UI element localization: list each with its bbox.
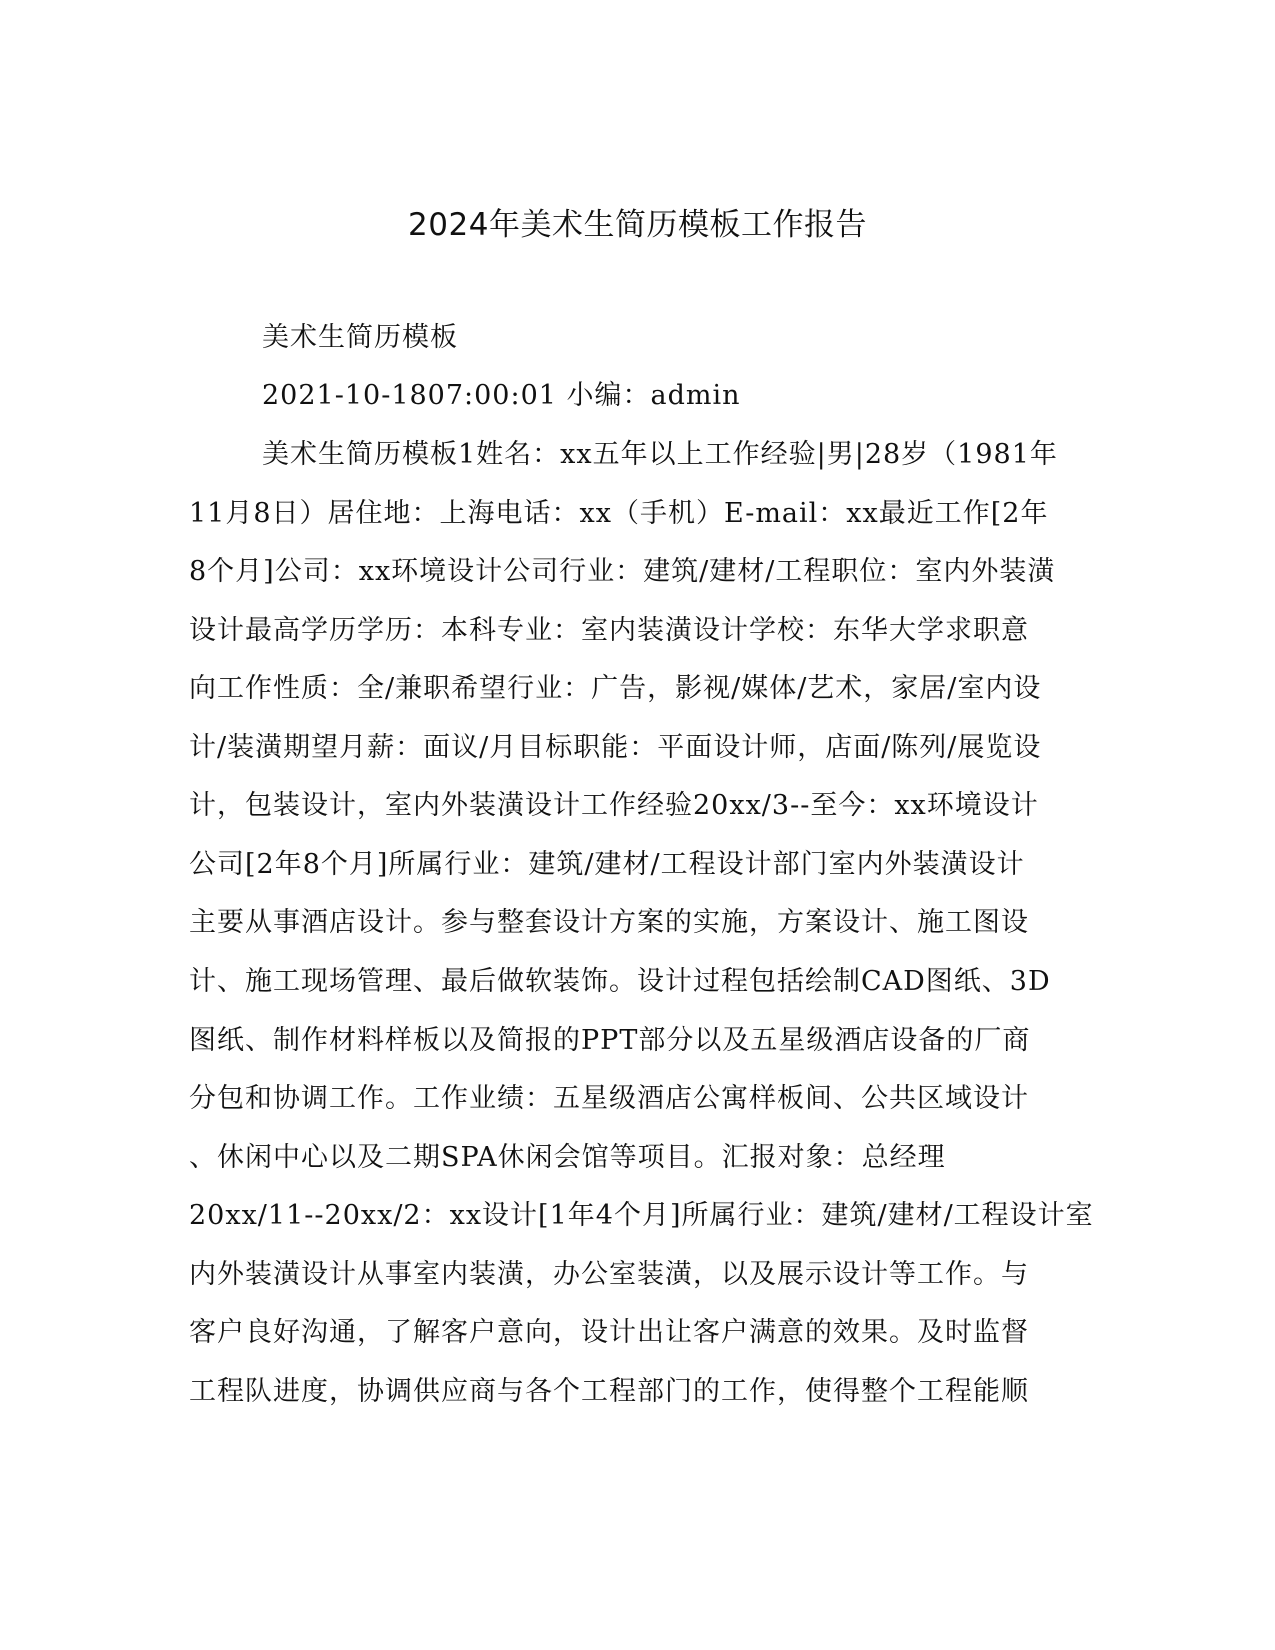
body-line: 主要从事酒店设计。参与整套设计方案的实施，方案设计、施工图设 (189, 907, 1029, 938)
body-line: 8个月]公司：xx环境设计公司行业：建筑/建材/工程职位：室内外装潢 (189, 556, 1056, 587)
body-line: 11月8日）居住地：上海电话：xx（手机）E-mail：xx最近工作[2年 (189, 498, 1049, 529)
body-line: 计/装潢期望月薪：面议/月目标职能：平面设计师，店面/陈列/展览设 (189, 732, 1042, 763)
body-line: 计，包装设计，室内外装潢设计工作经验20xx/3--至今：xx环境设计 (189, 790, 1039, 821)
body-line: 、休闲中心以及二期SPA休闲会馆等项目。汇报对象：总经理 (189, 1142, 946, 1173)
body-line: 公司[2年8个月]所属行业：建筑/建材/工程设计部门室内外装潢设计 (189, 849, 1025, 880)
body-line: 工程队进度，协调供应商与各个工程部门的工作，使得整个工程能顺 (189, 1376, 1029, 1407)
document-meta: 2021-10-1807:00:01 小编：admin (262, 380, 741, 411)
document-subtitle: 美术生简历模板 (262, 322, 458, 353)
body-line: 客户良好沟通，了解客户意向，设计出让客户满意的效果。及时监督 (189, 1317, 1029, 1348)
body-line: 设计最高学历学历：本科专业：室内装潢设计学校：东华大学求职意 (189, 615, 1029, 646)
body-line: 计、施工现场管理、最后做软装饰。设计过程包括绘制CAD图纸、3D (189, 966, 1051, 997)
body-line: 内外装潢设计从事室内装潢，办公室装潢，以及展示设计等工作。与 (189, 1259, 1029, 1290)
body-line: 美术生简历模板1姓名：xx五年以上工作经验|男|28岁（1981年 (262, 439, 1058, 470)
body-line: 图纸、制作材料样板以及简报的PPT部分以及五星级酒店设备的厂商 (189, 1025, 1031, 1056)
body-line: 20xx/11--20xx/2：xx设计[1年4个月]所属行业：建筑/建材/工程设计室 (189, 1200, 1094, 1231)
body-line: 分包和协调工作。工作业绩：五星级酒店公寓样板间、公共区域设计 (189, 1083, 1029, 1114)
body-line: 向工作性质：全/兼职希望行业：广告，影视/媒体/艺术，家居/室内设 (189, 673, 1042, 704)
document-title: 2024年美术生简历模板工作报告 (408, 207, 867, 243)
